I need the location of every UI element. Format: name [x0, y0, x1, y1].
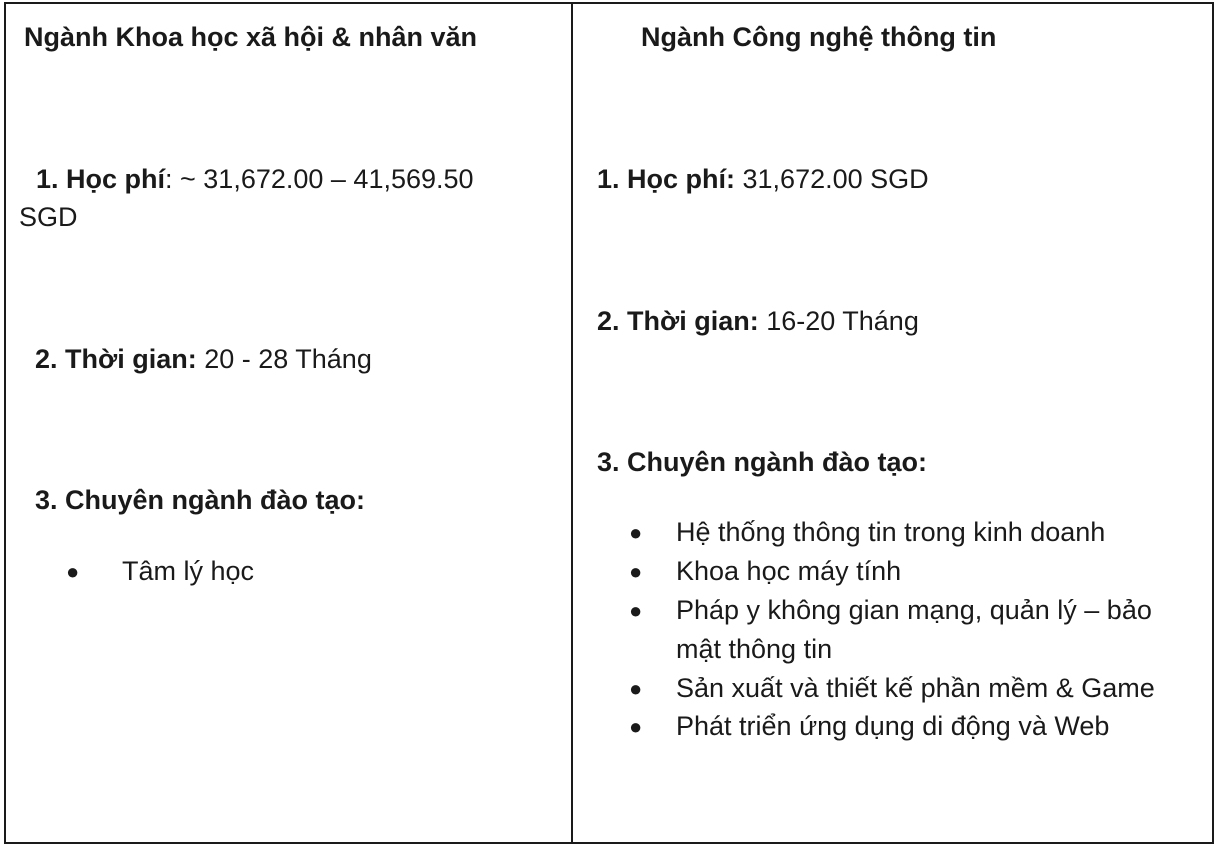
- right-duration-value: 16-20 Tháng: [758, 306, 919, 336]
- right-duration-label: 2. Thời gian:: [597, 306, 759, 336]
- left-tuition-value: : ~ 31,672.00 – 41,569.50: [165, 164, 474, 194]
- left-tuition-value-cont: SGD: [19, 202, 78, 232]
- left-duration-line: [35, 340, 372, 378]
- right-duration-line: [597, 302, 919, 340]
- right-majors-label: 3. Chuyên ngành đào tạo:: [597, 447, 928, 477]
- bullet-icon: ●: [629, 714, 643, 739]
- right-tuition-value: 31,672.00 SGD: [735, 164, 929, 194]
- bullet-icon: ●: [629, 559, 643, 584]
- left-column-header: Ngành Khoa học xã hội & nhân văn: [24, 22, 478, 52]
- right-tuition-line: [597, 160, 929, 198]
- right-major-item: Sản xuất và thiết kế phần mềm & Game: [676, 673, 1155, 703]
- left-tuition-line: [36, 160, 474, 198]
- bullet-icon: ●: [629, 520, 643, 545]
- bullet-icon: ●: [629, 676, 643, 701]
- left-duration-label: 2. Thời gian:: [35, 344, 197, 374]
- right-major-item: Hệ thống thông tin trong kinh doanh: [676, 517, 1106, 547]
- bullet-icon: ●: [629, 598, 643, 623]
- right-column-header: Ngành Công nghệ thông tin: [641, 22, 997, 52]
- right-major-item-cont: mật thông tin: [676, 634, 833, 664]
- right-tuition-label: 1. Học phí:: [597, 164, 736, 194]
- right-major-item: Khoa học máy tính: [676, 556, 902, 586]
- bullet-icon: ●: [66, 559, 80, 584]
- left-tuition-label: 1. Học phí: [36, 164, 166, 194]
- left-duration-value: 20 - 28 Tháng: [196, 344, 372, 374]
- right-major-item: Phát triển ứng dụng di động và Web: [676, 711, 1110, 741]
- right-major-item: Pháp y không gian mạng, quản lý – bảo: [676, 595, 1152, 625]
- column-divider: [571, 4, 573, 842]
- left-majors-label: 3. Chuyên ngành đào tạo:: [35, 485, 366, 515]
- left-major-item: Tâm lý học: [122, 556, 255, 586]
